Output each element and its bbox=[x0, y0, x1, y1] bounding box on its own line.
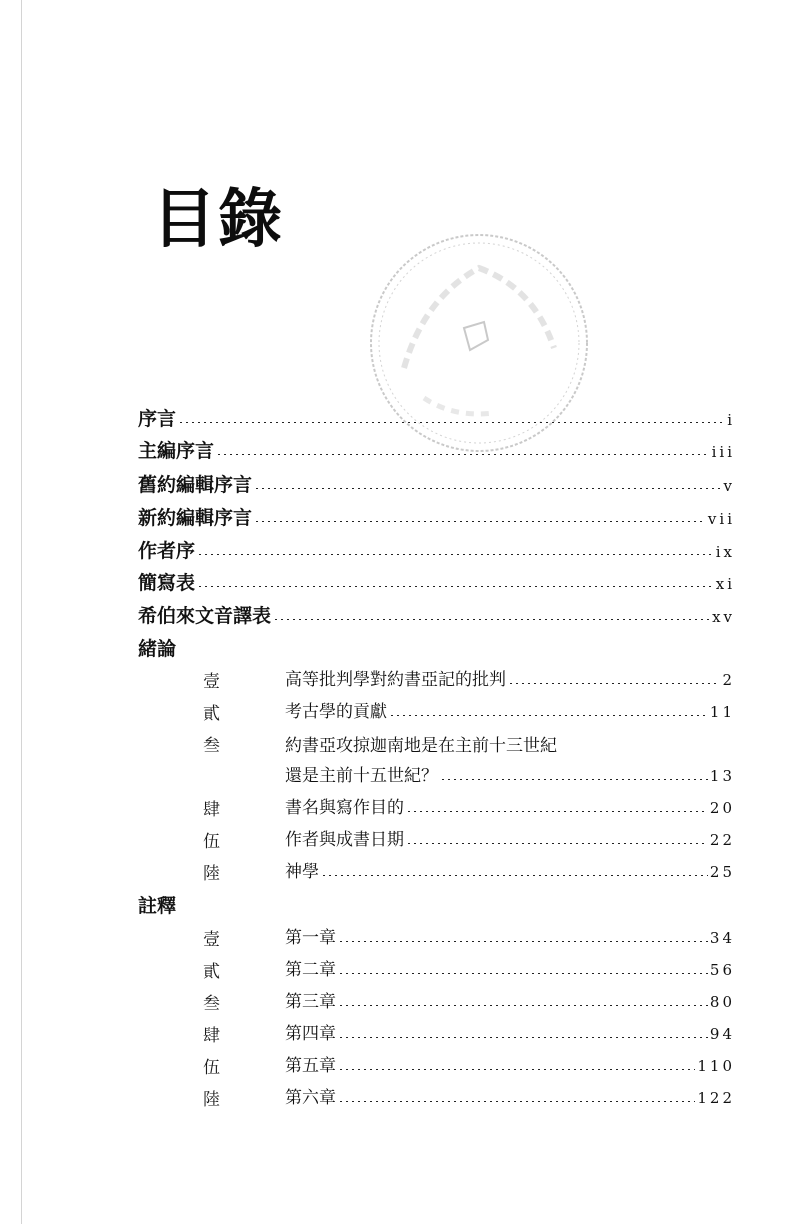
toc-entry-chapter-2[interactable] bbox=[285, 955, 735, 981]
chapter-numeral: 壹 bbox=[203, 930, 220, 950]
toc-entry-title-line1[interactable]: 約書亞攻掠迦南地是在主前十三世紀 bbox=[285, 736, 557, 756]
toc-entry-title: 考古學的貢獻 bbox=[285, 702, 387, 722]
toc-entry-title: 新約編輯序言 bbox=[138, 507, 253, 529]
dot-leader bbox=[406, 811, 708, 812]
toc-entry-title: 簡寫表 bbox=[138, 572, 196, 594]
toc-entry-intro-3[interactable] bbox=[285, 761, 735, 787]
dot-leader bbox=[273, 619, 710, 620]
toc-entry-title: 希伯來文音譯表 bbox=[138, 605, 272, 627]
toc-entry-nt-editor-preface[interactable] bbox=[138, 503, 735, 529]
toc-page-number: 110 bbox=[697, 1057, 735, 1075]
toc-page-number: 122 bbox=[697, 1089, 735, 1107]
toc-entry-title: 作者序 bbox=[138, 540, 196, 562]
chapter-numeral: 貳 bbox=[203, 962, 220, 982]
toc-entry-preface[interactable] bbox=[138, 404, 735, 430]
dot-leader bbox=[338, 1101, 695, 1102]
toc-page-number: iii bbox=[711, 443, 735, 461]
toc-page-number: i bbox=[727, 411, 735, 429]
section-heading-commentary: 註釋 bbox=[138, 895, 177, 917]
toc-entry-author-preface[interactable] bbox=[138, 536, 735, 562]
toc-page-number: 2 bbox=[722, 671, 735, 689]
dot-leader bbox=[406, 843, 708, 844]
toc-entry-intro-6[interactable] bbox=[285, 857, 735, 883]
toc-entry-intro-2[interactable] bbox=[285, 697, 735, 723]
toc-entry-intro-1[interactable] bbox=[285, 665, 735, 691]
chapter-numeral: 貳 bbox=[203, 704, 220, 724]
toc-entry-title: 第五章 bbox=[285, 1056, 336, 1076]
toc-entry-title: 第六章 bbox=[285, 1088, 336, 1108]
toc-page-number: 56 bbox=[709, 961, 735, 979]
chapter-numeral: 陸 bbox=[203, 864, 220, 884]
toc-entry-chapter-4[interactable] bbox=[285, 1019, 735, 1045]
toc-entry-title: 神學 bbox=[285, 862, 319, 882]
toc-page-number: xv bbox=[712, 608, 735, 626]
toc-entry-title: 還是主前十五世紀？ bbox=[285, 766, 438, 786]
chapter-numeral: 叁 bbox=[203, 736, 220, 756]
toc-entry-title: 舊約編輯序言 bbox=[138, 474, 253, 496]
dot-leader bbox=[178, 422, 725, 423]
dot-leader bbox=[440, 779, 708, 780]
dot-leader bbox=[197, 586, 714, 587]
toc-entry-title: 序言 bbox=[138, 408, 177, 430]
toc-entry-intro-5[interactable] bbox=[285, 825, 735, 851]
dot-leader bbox=[254, 488, 722, 489]
dot-leader bbox=[389, 715, 708, 716]
dot-leader bbox=[216, 454, 710, 455]
toc-entry-abbreviations[interactable] bbox=[138, 568, 735, 594]
toc-entry-title: 第二章 bbox=[285, 960, 336, 980]
dot-leader bbox=[338, 941, 708, 942]
toc-entry-title: 作者與成書日期 bbox=[285, 830, 404, 850]
toc-entry-chapter-5[interactable] bbox=[285, 1051, 735, 1077]
chapter-numeral: 肆 bbox=[203, 800, 220, 820]
toc-page-number: v bbox=[723, 477, 735, 495]
toc-page-number: 94 bbox=[709, 1025, 735, 1043]
chapter-numeral: 壹 bbox=[203, 672, 220, 692]
toc-entry-intro-4[interactable] bbox=[285, 793, 735, 819]
toc-entry-hebrew-transliteration[interactable] bbox=[138, 601, 735, 627]
toc-page-number: 22 bbox=[709, 831, 735, 849]
toc-entry-title: 高等批判學對約書亞記的批判 bbox=[285, 670, 506, 690]
dot-leader bbox=[338, 1037, 708, 1038]
toc-entry-title: 第四章 bbox=[285, 1024, 336, 1044]
chapter-numeral: 陸 bbox=[203, 1090, 220, 1110]
toc-page-number: ix bbox=[715, 543, 735, 561]
toc-page-number: 11 bbox=[709, 703, 735, 721]
toc-entry-chapter-3[interactable] bbox=[285, 987, 735, 1013]
section-heading-introduction: 緒論 bbox=[138, 638, 177, 660]
toc-entry-title: 第三章 bbox=[285, 992, 336, 1012]
toc-entry-title: 第一章 bbox=[285, 928, 336, 948]
dot-leader bbox=[338, 973, 708, 974]
page-margin-line bbox=[21, 0, 22, 1224]
toc-page-number: 80 bbox=[709, 993, 735, 1011]
toc-entry-chapter-6[interactable] bbox=[285, 1083, 735, 1109]
toc-page-number: 13 bbox=[709, 767, 735, 785]
toc-entry-title: 主編序言 bbox=[138, 440, 215, 462]
chapter-numeral: 伍 bbox=[203, 1058, 220, 1078]
toc-entry-ot-editor-preface[interactable] bbox=[138, 470, 735, 496]
dot-leader bbox=[321, 875, 708, 876]
toc-entry-title: 書名與寫作目的 bbox=[285, 798, 404, 818]
toc-page-number: 20 bbox=[709, 799, 735, 817]
page-title: 目錄 bbox=[152, 183, 284, 257]
toc-page-number: 25 bbox=[709, 863, 735, 881]
toc-page-number: xi bbox=[715, 575, 735, 593]
toc-page-number: vii bbox=[707, 510, 735, 528]
dot-leader bbox=[197, 554, 714, 555]
dot-leader bbox=[508, 683, 720, 684]
toc-entry-chapter-1[interactable] bbox=[285, 923, 735, 949]
chapter-numeral: 伍 bbox=[203, 832, 220, 852]
dot-leader bbox=[254, 521, 706, 522]
toc-entry-editor-preface[interactable] bbox=[138, 436, 735, 462]
dot-leader bbox=[338, 1069, 695, 1070]
toc-page-number: 34 bbox=[709, 929, 735, 947]
chapter-numeral: 肆 bbox=[203, 1026, 220, 1046]
dot-leader bbox=[338, 1005, 708, 1006]
chapter-numeral: 叁 bbox=[203, 994, 220, 1014]
